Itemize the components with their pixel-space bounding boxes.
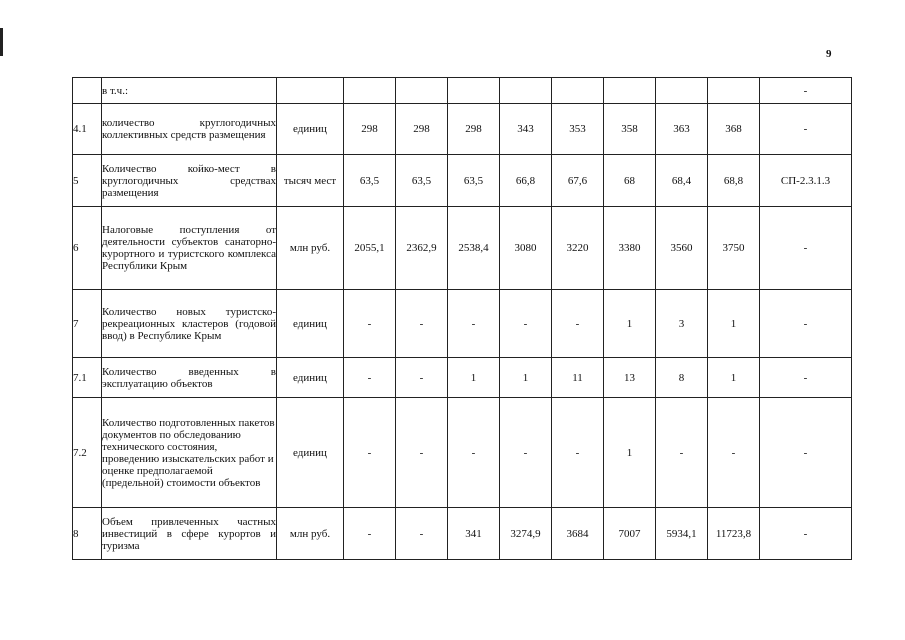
value-cell: 353	[552, 104, 604, 155]
value-cell: 3	[656, 290, 708, 358]
value-cell: 66,8	[500, 155, 552, 207]
value-cell: 67,6	[552, 155, 604, 207]
value-cell: 3380	[604, 207, 656, 290]
source-cell: -	[760, 508, 852, 560]
value-cell	[656, 78, 708, 104]
unit-cell	[277, 78, 344, 104]
row-number: 7.2	[73, 398, 102, 508]
value-cell: 1	[708, 290, 760, 358]
value-cell	[604, 78, 656, 104]
value-cell: -	[500, 398, 552, 508]
indicator-name: Количество подготовленных пакетов документов по обследованию технического состояния, проведению изыскательских работ и оценке предполагаемой (предельной) стоимости объектов	[102, 398, 277, 508]
table-row	[73, 104, 852, 155]
value-cell: 1	[708, 358, 760, 398]
table-row	[73, 398, 852, 508]
value-cell: 1	[500, 358, 552, 398]
table-row	[73, 78, 852, 104]
value-cell: 3560	[656, 207, 708, 290]
unit-cell: единиц	[277, 398, 344, 508]
value-cell: 68,4	[656, 155, 708, 207]
unit-cell: млн руб.	[277, 207, 344, 290]
indicator-name: Количество введенных в эксплуатацию объектов	[102, 358, 277, 398]
value-cell	[708, 78, 760, 104]
row-number: 5	[73, 155, 102, 207]
value-cell: 3080	[500, 207, 552, 290]
value-cell: 368	[708, 104, 760, 155]
value-cell: -	[448, 290, 500, 358]
value-cell: -	[344, 290, 396, 358]
value-cell: 63,5	[396, 155, 448, 207]
value-cell: 11	[552, 358, 604, 398]
value-cell: -	[396, 398, 448, 508]
value-cell: 8	[656, 358, 708, 398]
value-cell: 13	[604, 358, 656, 398]
value-cell: 7007	[604, 508, 656, 560]
table-row	[73, 290, 852, 358]
source-cell: -	[760, 78, 852, 104]
indicator-name: Объем привлеченных частных инвестиций в сфере курортов и туризма	[102, 508, 277, 560]
value-cell: -	[500, 290, 552, 358]
value-cell: 3220	[552, 207, 604, 290]
source-cell: -	[760, 398, 852, 508]
value-cell: -	[708, 398, 760, 508]
row-number: 7.1	[73, 358, 102, 398]
value-cell: -	[396, 358, 448, 398]
row-number: 4.1	[73, 104, 102, 155]
value-cell: -	[396, 508, 448, 560]
row-number: 7	[73, 290, 102, 358]
table-row	[73, 207, 852, 290]
value-cell: -	[344, 508, 396, 560]
table-row	[73, 155, 852, 207]
value-cell: 2055,1	[344, 207, 396, 290]
value-cell	[344, 78, 396, 104]
value-cell: 298	[344, 104, 396, 155]
value-cell: 63,5	[448, 155, 500, 207]
source-cell: -	[760, 104, 852, 155]
scan-edge-mark	[0, 28, 3, 56]
value-cell: 1	[604, 398, 656, 508]
value-cell: -	[448, 398, 500, 508]
value-cell: 3274,9	[500, 508, 552, 560]
value-cell	[396, 78, 448, 104]
value-cell: 343	[500, 104, 552, 155]
value-cell: 1	[448, 358, 500, 398]
value-cell: 358	[604, 104, 656, 155]
source-cell: -	[760, 290, 852, 358]
value-cell: 5934,1	[656, 508, 708, 560]
value-cell: 298	[448, 104, 500, 155]
source-cell: СП-2.3.1.3	[760, 155, 852, 207]
table-row	[73, 508, 852, 560]
value-cell	[500, 78, 552, 104]
value-cell: 2538,4	[448, 207, 500, 290]
indicator-name: в т.ч.:	[102, 78, 277, 104]
value-cell: 68,8	[708, 155, 760, 207]
value-cell: 341	[448, 508, 500, 560]
source-cell: -	[760, 358, 852, 398]
unit-cell: тысяч мест	[277, 155, 344, 207]
row-number: 6	[73, 207, 102, 290]
value-cell	[552, 78, 604, 104]
indicator-name: Количество койко-мест в круглогодичных средствах размещения	[102, 155, 277, 207]
value-cell: 68	[604, 155, 656, 207]
value-cell: 2362,9	[396, 207, 448, 290]
value-cell: -	[552, 398, 604, 508]
value-cell: -	[344, 358, 396, 398]
indicator-name: Количество новых туристско-рекреационных кластеров (годовой ввод) в Республике Крым	[102, 290, 277, 358]
value-cell: 11723,8	[708, 508, 760, 560]
value-cell: -	[396, 290, 448, 358]
unit-cell: единиц	[277, 358, 344, 398]
value-cell: -	[656, 398, 708, 508]
source-cell: -	[760, 207, 852, 290]
indicator-name: количество круглогодичных коллективных средств размещения	[102, 104, 277, 155]
value-cell: -	[552, 290, 604, 358]
value-cell: 363	[656, 104, 708, 155]
row-number: 8	[73, 508, 102, 560]
value-cell	[448, 78, 500, 104]
value-cell: 1	[604, 290, 656, 358]
page-number: 9	[826, 48, 832, 60]
unit-cell: млн руб.	[277, 508, 344, 560]
unit-cell: единиц	[277, 290, 344, 358]
value-cell: 298	[396, 104, 448, 155]
value-cell: -	[344, 398, 396, 508]
value-cell: 63,5	[344, 155, 396, 207]
indicator-name: Налоговые поступления от деятельности субъектов санаторно-курортного и туристского комплекса Республики Крым	[102, 207, 277, 290]
row-number	[73, 78, 102, 104]
value-cell: 3684	[552, 508, 604, 560]
indicators-table	[72, 77, 852, 560]
unit-cell: единиц	[277, 104, 344, 155]
value-cell: 3750	[708, 207, 760, 290]
table-row	[73, 358, 852, 398]
